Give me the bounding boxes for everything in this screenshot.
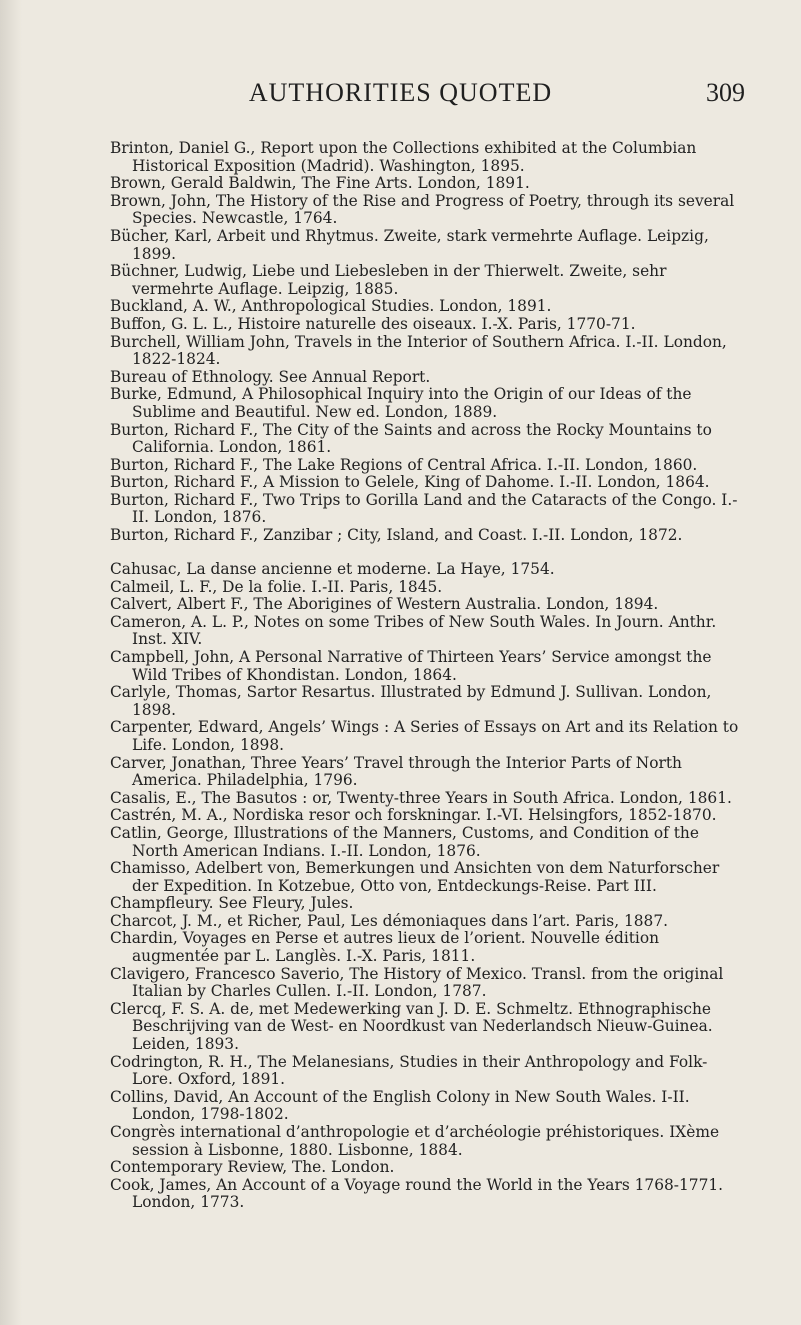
- page-edge-shadow: [0, 0, 22, 1325]
- bibliography-entry: Bücher, Karl, Arbeit und Rhytmus. Zweite, stark vermehrte Auflage. Leipzig, 1899.: [110, 226, 709, 263]
- bibliography-entry: Büchner, Ludwig, Liebe und Liebesleben in der Thierwelt. Zweite, sehr vermehrte Auflage. Leipzig, 1885.: [110, 262, 667, 298]
- bibliography-entry: Burton, Richard F., A Mission to Gelele, King of Dahome. I.-II. London, 1864.: [110, 473, 710, 492]
- bibliography-entry: Buckland, A. W., Anthropological Studies. London, 1891.: [110, 297, 552, 316]
- bibliography-entry: Campbell, John, A Personal Narrative of Thirteen Years’ Service amongst the Wild Tribes of Khondistan. London, 1864.: [110, 647, 712, 684]
- bibliography-entry: Casalis, E., The Basutos : or, Twenty-three Years in South Africa. London, 1861.: [110, 788, 732, 807]
- bibliography-entry: Charcot, J. M., et Richer, Paul, Les démoniaques dans l’art. Paris, 1887.: [110, 911, 669, 930]
- bibliography-entry: Bureau of Ethnology. See Annual Report.: [110, 367, 431, 386]
- bibliography-entry: Champfleury. See Fleury, Jules.: [110, 894, 354, 913]
- bibliography-entry: Chamisso, Adelbert von, Bemerkungen und Ansichten von dem Naturforscher der Expedition. In Kotzebue, Otto von, Entdeckungs-Reise. Part III.: [110, 859, 720, 895]
- bibliography-entry: Catlin, George, Illustrations of the Manners, Customs, and Condition of the North American Indians. I.-II. London, 1876.: [110, 823, 699, 860]
- bibliography-entry: Burton, Richard F., The City of the Saints and across the Rocky Mountains to California. London, 1861.: [110, 420, 712, 457]
- bibliography-entry: Cahusac, La danse ancienne et moderne. La Haye, 1754.: [110, 560, 555, 578]
- bibliography-entry: Cameron, A. L. P., Notes on some Tribes of New South Wales. In Journ. Anthr. Inst. XIV.: [110, 612, 717, 649]
- bibliography-entry: Cook, James, An Account of a Voyage round the World in the Years 1768-1771. London, 1773.: [110, 1175, 724, 1212]
- running-title: AUTHORITIES QUOTED: [248, 78, 553, 107]
- bibliography-entry: Burchell, William John, Travels in the Interior of Southern Africa. I.-II. London, 1822-1824.: [110, 332, 727, 369]
- bibliography-entry: Contemporary Review, The. London.: [110, 1158, 395, 1177]
- bibliography-entry: Codrington, R. H., The Melanesians, Studies in their Anthropology and Folk-Lore. Oxford, 1891.: [110, 1052, 708, 1089]
- page-number: 309: [706, 78, 745, 107]
- bibliography-entry: Brinton, Daniel G., Report upon the Collections exhibited at the Columbian Historical Exposition (Madrid). Washington, 1895.: [110, 139, 697, 175]
- bibliography-entry: Carlyle, Thomas, Sartor Resartus. Illustrated by Edmund J. Sullivan. London, 1898.: [110, 683, 712, 719]
- bibliography-entry: Clavigero, Francesco Saverio, The History of Mexico. Transl. from the original Italian by Charles Cullen. I.-II. London, 1787.: [110, 964, 724, 1001]
- bibliography-entry: Congrès international d’anthropologie et d’archéologie préhistoriques. IXème session à Lisbonne, 1880. Lisbonne, 1884.: [110, 1123, 720, 1159]
- bibliography-entry: Burton, Richard F., The Lake Regions of Central Africa. I.-II. London, 1860.: [110, 455, 698, 474]
- bibliography-entry: Calmeil, L. F., De la folie. I.-II. Paris, 1845.: [110, 577, 443, 596]
- bibliography-entry: Burton, Richard F., Zanzibar ; City, Island, and Coast. I.-II. London, 1872.: [110, 526, 683, 545]
- bibliography-entry: Carver, Jonathan, Three Years’ Travel through the Interior Parts of North America. Philadelphia, 1796.: [110, 753, 682, 790]
- bibliography-entry: Brown, Gerald Baldwin, The Fine Arts. London, 1891.: [110, 174, 530, 193]
- bibliography-entry: Buffon, G. L. L., Histoire naturelle des oiseaux. I.-X. Paris, 1770-71.: [110, 314, 636, 333]
- bibliography-entry: Burke, Edmund, A Philosophical Inquiry into the Origin of our Ideas of the Sublime and Beautiful. New ed. London, 1889.: [110, 385, 692, 421]
- bibliography-section-c: [110, 561, 746, 1212]
- bibliography-entry: Chardin, Voyages en Perse et autres lieux de l’orient. Nouvelle édition augmentée par L. Langlès. I.-X. Paris, 1811.: [110, 929, 660, 966]
- bibliography-entry: Castrén, M. A., Nordiska resor och forskningar. I.-VI. Helsingfors, 1852-1870.: [110, 806, 717, 825]
- bibliography-section-b: [110, 140, 746, 545]
- bibliography-entry: Carpenter, Edward, Angels’ Wings : A Series of Essays on Art and its Relation to Life. London, 1898.: [110, 718, 739, 754]
- bibliography-entry: Clercq, F. S. A. de, met Medewerking van J. D. E. Schmeltz. Ethnographische Beschrijving van de West- en Noordkust van Nederlandsch Nieuw-Guinea. Leiden, 1893.: [110, 999, 713, 1054]
- bibliography-entry: Calvert, Albert F., The Aborigines of Western Australia. London, 1894.: [110, 595, 659, 614]
- page-header: [0, 78, 801, 114]
- bibliography-entry: Burton, Richard F., Two Trips to Gorilla Land and the Cataracts of the Congo. I.-II. London, 1876.: [110, 490, 738, 527]
- bibliography-entry: Collins, David, An Account of the English Colony in New South Wales. I-II. London, 1798-1802.: [110, 1087, 690, 1124]
- bibliography-entry: Brown, John, The History of the Rise and Progress of Poetry, through its several Species. Newcastle, 1764.: [110, 191, 735, 228]
